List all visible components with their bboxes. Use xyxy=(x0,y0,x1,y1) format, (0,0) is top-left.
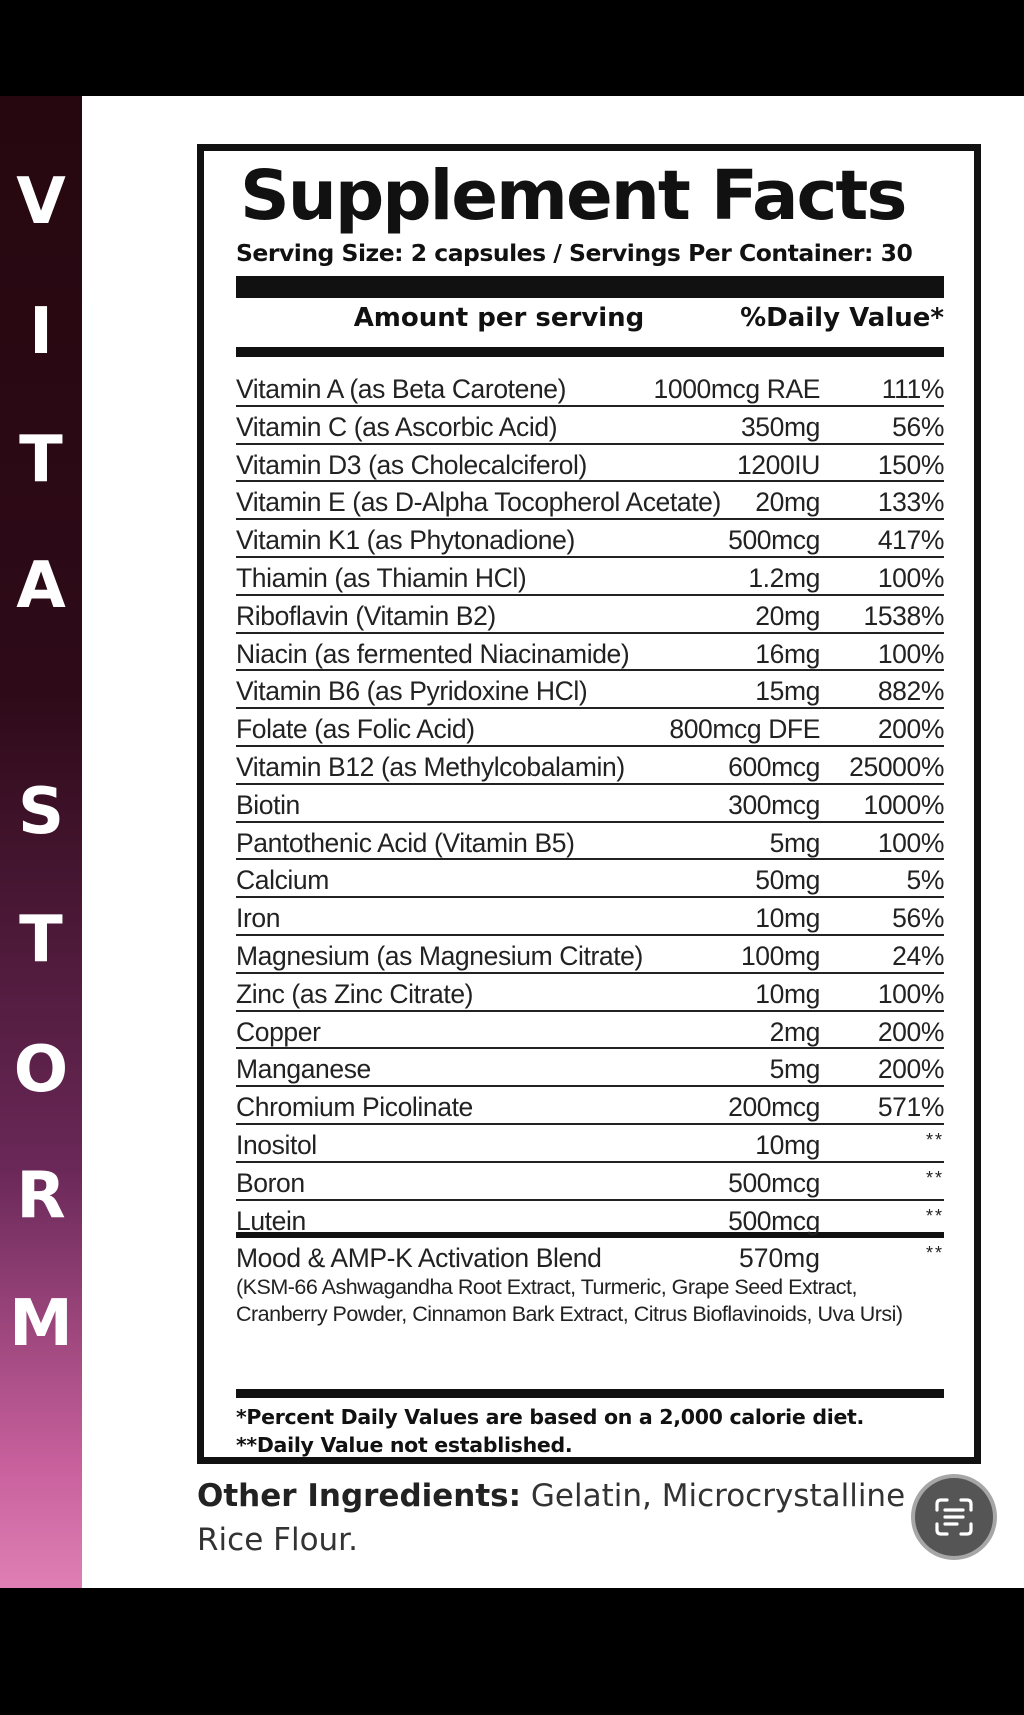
brand-letter: V xyxy=(16,165,66,239)
nutrient-row xyxy=(236,1049,944,1087)
brand-letter: T xyxy=(19,423,63,497)
nutrient-amount: 15mg xyxy=(755,676,820,707)
blend-name: Mood & AMP-K Activation Blend xyxy=(236,1243,602,1274)
nutrient-amount: 16mg xyxy=(755,638,820,669)
label-image xyxy=(0,96,1024,1588)
nutrient-amount: 1000mcg RAE xyxy=(653,374,820,404)
nutrient-name: Thiamin (as Thiamin HCl) xyxy=(236,562,527,593)
brand-letter: T xyxy=(19,903,63,977)
brand-letter: M xyxy=(9,1287,73,1361)
brand-letter: A xyxy=(16,549,66,623)
nutrient-amount: 500mcg xyxy=(728,525,820,556)
nutrient-amount: 500mcg xyxy=(728,1167,820,1198)
nutrient-daily-value: ** xyxy=(925,1129,944,1150)
nutrient-amount: 200mcg xyxy=(728,1092,820,1123)
nutrient-name: Zinc (as Zinc Citrate) xyxy=(236,978,474,1009)
nutrient-amount: 50mg xyxy=(755,865,820,896)
text-scan-icon xyxy=(915,1478,993,1556)
blend-desc-line-2: Cranberry Powder, Cinnamon Bark Extract, Citrus Bioflavinoids, Uva Ursi) xyxy=(236,1302,903,1327)
header-amount: Amount per serving xyxy=(353,303,645,333)
nutrient-amount: 350mg xyxy=(740,411,820,442)
blend-daily-value: ** xyxy=(925,1243,944,1264)
nutrient-name: Riboflavin (Vitamin B2) xyxy=(236,600,496,631)
nutrient-name: Vitamin E (as D-Alpha Tocopherol Acetate) xyxy=(236,487,721,518)
blend-amount: 570mg xyxy=(738,1243,820,1274)
nutrient-amount: 10mg xyxy=(755,903,820,934)
blend-desc-line-1: (KSM-66 Ashwagandha Root Extract, Turmeric, Grape Seed Extract, xyxy=(236,1275,857,1300)
other-ingredients xyxy=(197,1474,957,1562)
nutrient-row xyxy=(236,974,944,1012)
nutrient-daily-value: 133% xyxy=(877,487,944,518)
nutrient-daily-value: 100% xyxy=(877,827,944,858)
nutrient-daily-value: 56% xyxy=(892,411,944,442)
nutrient-daily-value: 25000% xyxy=(849,751,944,782)
nutrient-name: Iron xyxy=(236,903,281,934)
blend-row xyxy=(236,1238,944,1336)
nutrient-daily-value: 200% xyxy=(877,1016,944,1047)
nutrient-daily-value: 882% xyxy=(877,676,944,707)
nutrient-daily-value: 24% xyxy=(892,940,944,971)
nutrient-row xyxy=(236,936,944,974)
nutrient-name: Pantothenic Acid (Vitamin B5) xyxy=(236,827,575,858)
nutrient-amount: 2mg xyxy=(769,1016,820,1047)
nutrient-daily-value: 200% xyxy=(877,1054,944,1085)
nutrient-row xyxy=(236,860,944,898)
nutrient-amount: 1200IU xyxy=(736,449,820,480)
nutrient-name: Vitamin D3 (as Cholecalciferol) xyxy=(236,449,587,480)
nutrient-amount: 10mg xyxy=(755,1129,820,1160)
nutrient-daily-value: 100% xyxy=(877,638,944,669)
brand-sidebar xyxy=(0,96,82,1588)
nutrient-daily-value: 571% xyxy=(877,1092,944,1123)
blend-description xyxy=(236,1274,944,1328)
nutrient-row xyxy=(236,1125,944,1163)
nutrient-daily-value: ** xyxy=(925,1167,944,1188)
nutrient-table xyxy=(236,369,944,1336)
nutrient-name: Folate (as Folic Acid) xyxy=(236,714,475,745)
nutrient-daily-value: 5% xyxy=(906,865,944,896)
footnote-stars: **Daily Value not established. xyxy=(236,1433,573,1457)
serving-info: Serving Size: 2 capsules / Servings Per Container: 30 xyxy=(236,239,913,267)
panel-title: Supplement Facts xyxy=(240,156,906,236)
nutrient-daily-value: 417% xyxy=(877,525,944,556)
nutrient-name: Boron xyxy=(236,1167,305,1198)
nutrient-name: Vitamin K1 (as Phytonadione) xyxy=(236,525,575,556)
nutrient-amount: 1.2mg xyxy=(748,562,820,593)
nutrient-amount: 500mcg xyxy=(728,1205,820,1236)
divider-bottom xyxy=(236,1389,944,1398)
nutrient-row xyxy=(236,747,944,785)
nutrient-row xyxy=(236,558,944,596)
nutrient-daily-value: 100% xyxy=(877,562,944,593)
brand-letter: S xyxy=(17,775,65,849)
text-scan-button[interactable] xyxy=(915,1478,993,1556)
brand-letter: R xyxy=(16,1159,66,1233)
nutrient-name: Vitamin B12 (as Methylcobalamin) xyxy=(236,751,625,782)
nutrient-amount: 20mg xyxy=(755,600,820,631)
nutrient-name: Vitamin C (as Ascorbic Acid) xyxy=(236,411,558,442)
nutrient-amount: 600mcg xyxy=(728,751,820,782)
other-ingredients-label: Other Ingredients: xyxy=(197,1478,522,1514)
nutrient-daily-value: 111% xyxy=(881,374,944,404)
nutrient-row xyxy=(236,1163,944,1201)
supplement-facts-panel xyxy=(197,144,981,1464)
nutrient-amount: 5mg xyxy=(769,827,820,858)
nutrient-row xyxy=(236,823,944,861)
divider-medium xyxy=(236,347,944,357)
nutrient-name: Vitamin A (as Beta Carotene) xyxy=(236,374,567,404)
nutrient-row xyxy=(236,709,944,747)
nutrient-amount: 20mg xyxy=(755,487,820,518)
brand-letter: O xyxy=(13,1033,69,1107)
nutrient-name: Inositol xyxy=(236,1129,317,1160)
nutrient-name: Lutein xyxy=(236,1205,306,1236)
nutrient-amount: 100mg xyxy=(740,940,820,971)
brand-letter: I xyxy=(29,295,53,369)
nutrient-daily-value: 1538% xyxy=(863,600,944,631)
nutrient-name: Magnesium (as Magnesium Citrate) xyxy=(236,940,643,971)
nutrient-row xyxy=(236,596,944,634)
nutrient-row xyxy=(236,445,944,483)
nutrient-name: Copper xyxy=(236,1016,321,1047)
nutrient-row xyxy=(236,785,944,823)
nutrient-amount: 5mg xyxy=(769,1054,820,1085)
nutrient-row xyxy=(236,520,944,558)
nutrient-name: Chromium Picolinate xyxy=(236,1092,473,1123)
nutrient-daily-value: 56% xyxy=(892,903,944,934)
other-ingredients-text-2: Rice Flour. xyxy=(197,1522,358,1558)
nutrient-row xyxy=(236,369,944,407)
nutrient-name: Calcium xyxy=(236,865,329,896)
nutrient-daily-value: ** xyxy=(925,1205,944,1226)
nutrient-row xyxy=(236,1087,944,1125)
nutrient-name: Vitamin B6 (as Pyridoxine HCl) xyxy=(236,676,588,707)
nutrient-daily-value: 100% xyxy=(877,978,944,1009)
nutrient-name: Niacin (as fermented Niacinamide) xyxy=(236,638,630,669)
nutrient-amount: 10mg xyxy=(755,978,820,1009)
nutrient-row xyxy=(236,1201,944,1239)
nutrient-name: Manganese xyxy=(236,1054,371,1085)
nutrient-amount: 800mcg DFE xyxy=(669,714,820,745)
nutrient-row xyxy=(236,634,944,672)
nutrient-amount: 300mcg xyxy=(728,789,820,820)
nutrient-daily-value: 1000% xyxy=(863,789,944,820)
nutrient-row xyxy=(236,898,944,936)
nutrient-daily-value: 150% xyxy=(877,449,944,480)
divider-thick xyxy=(236,276,944,298)
other-ingredients-text: Gelatin, Microcrystalline xyxy=(521,1478,906,1514)
nutrient-row xyxy=(236,407,944,445)
nutrient-name: Biotin xyxy=(236,789,300,820)
nutrient-daily-value: 200% xyxy=(877,714,944,745)
nutrient-row xyxy=(236,482,944,520)
nutrient-row xyxy=(236,1012,944,1050)
nutrient-row xyxy=(236,671,944,709)
header-daily-value: %Daily Value* xyxy=(740,303,944,333)
footnote-dv: *Percent Daily Values are based on a 2,000 calorie diet. xyxy=(236,1405,865,1429)
